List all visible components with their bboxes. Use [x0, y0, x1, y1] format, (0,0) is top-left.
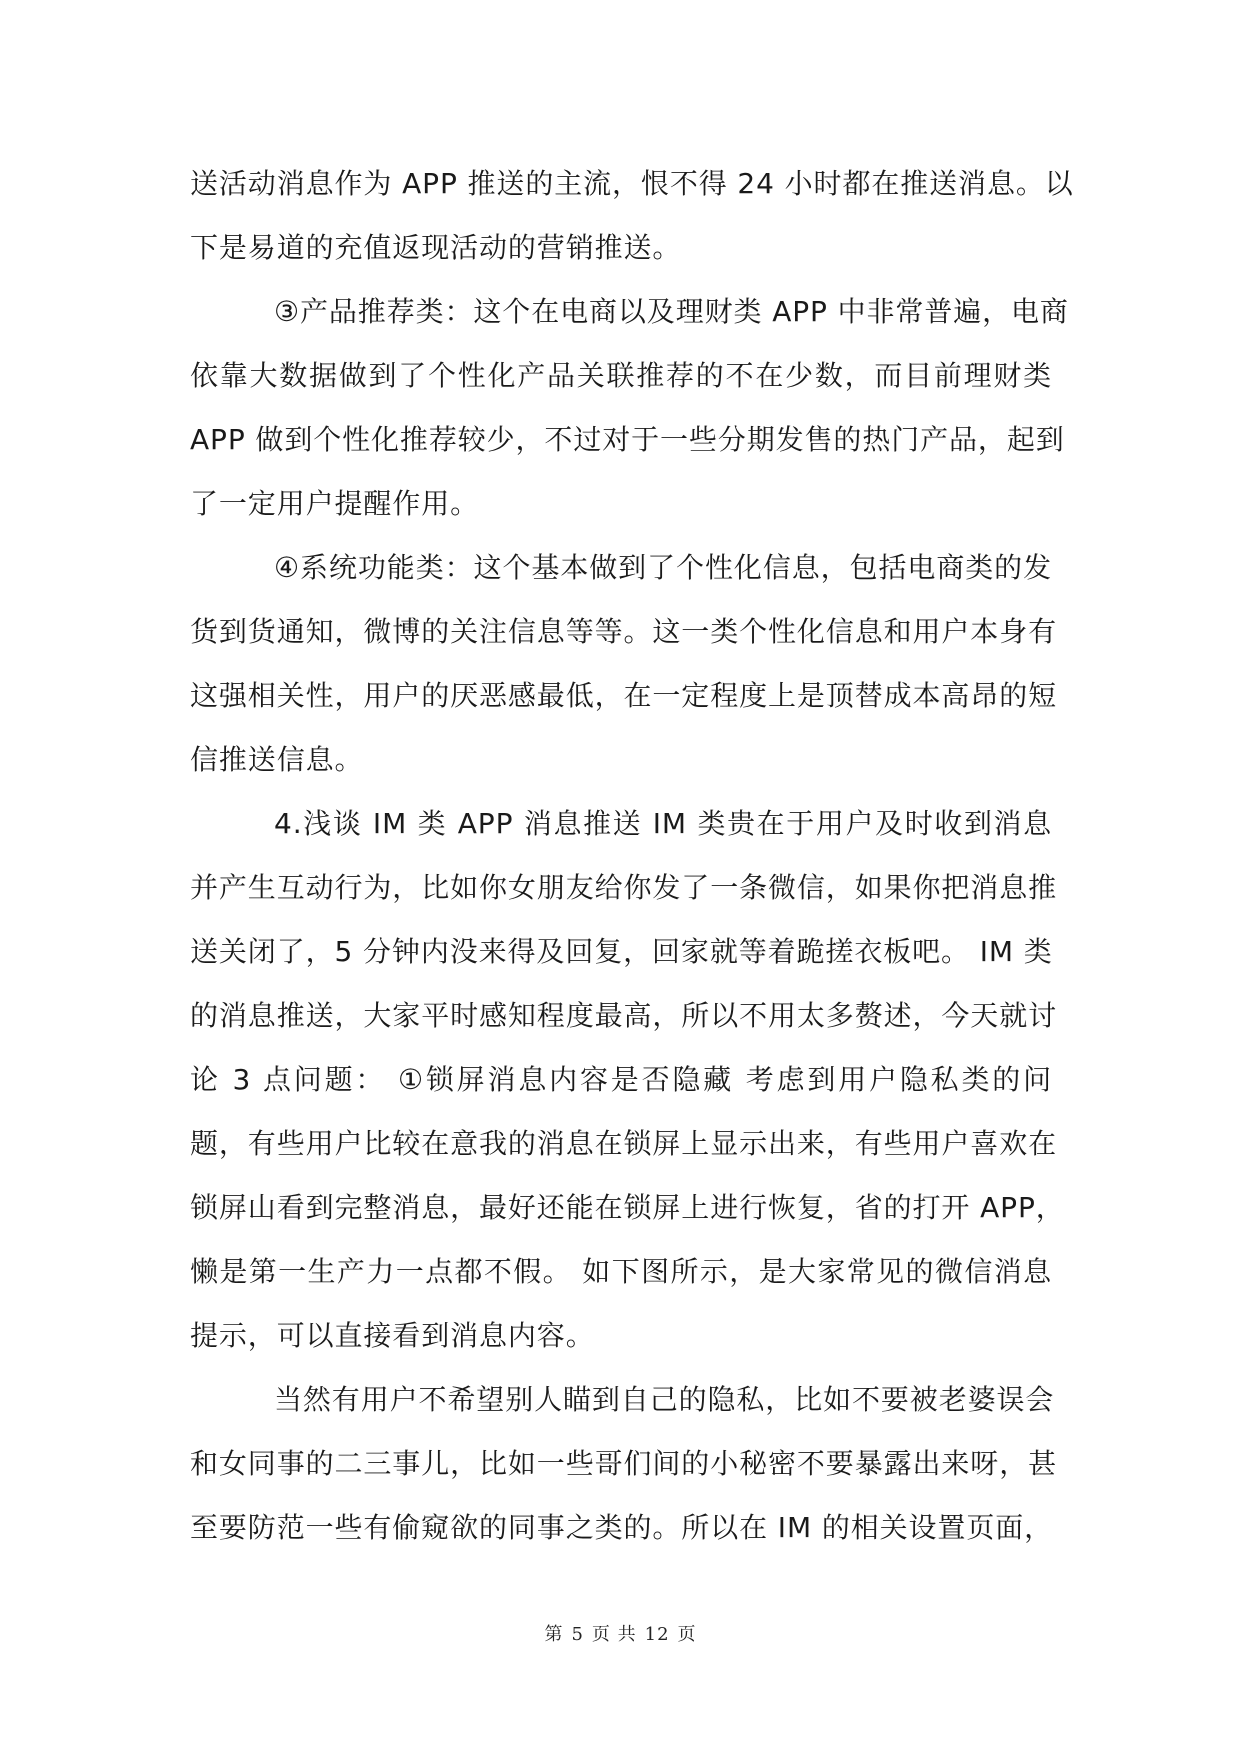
- text-line: 货到货通知，微博的关注信息等等。这一类个性化信息和用户本身有: [190, 615, 1058, 648]
- text-line: ③产品推荐类：这个在电商以及理财类 APP 中非常普遍，电商: [274, 295, 1069, 328]
- paragraph: [190, 792, 1065, 1368]
- text-line: 至要防范一些有偷窥欲的同事之类的。所以在 IM 的相关设置页面，: [190, 1511, 1054, 1544]
- text-line: 并产生互动行为，比如你女朋友给你发了一条微信，如果你把消息推: [190, 871, 1058, 904]
- text-line: 当然有用户不希望别人瞄到自己的隐私，比如不要被老婆误会: [274, 1383, 1055, 1416]
- page-footer: [0, 1620, 1241, 1646]
- paragraph: [190, 536, 1058, 792]
- paragraph: [190, 152, 1074, 280]
- footer-suffix: 页: [677, 1624, 697, 1645]
- footer-prefix: 第: [544, 1624, 564, 1645]
- text-line: 送关闭了，5 分钟内没来得及回复，回家就等着跪搓衣板吧。 IM 类: [190, 935, 1053, 968]
- text-line: ④系统功能类：这个基本做到了个性化信息，包括电商类的发: [274, 551, 1052, 584]
- text-line: 懒是第一生产力一点都不假。 如下图所示，是大家常见的微信消息: [190, 1255, 1052, 1288]
- text-line: 送活动消息作为 APP 推送的主流，恨不得 24 小时都在推送消息。以: [190, 167, 1074, 200]
- text-line: 依靠大数据做到了个性化产品关联推荐的不在少数，而目前理财类: [190, 359, 1052, 392]
- footer-total-pages: 12: [644, 1624, 670, 1645]
- footer-middle: 页 共: [591, 1624, 637, 1645]
- text-line: 题，有些用户比较在意我的消息在锁屏上显示出来，有些用户喜欢在: [190, 1127, 1058, 1160]
- text-line: 信推送信息。: [190, 743, 364, 776]
- footer-current-page: 5: [571, 1624, 584, 1645]
- text-line: 和女同事的二三事儿，比如一些哥们间的小秘密不要暴露出来呀，甚: [190, 1447, 1058, 1480]
- text-line: 了一定用户提醒作用。: [190, 487, 480, 520]
- text-line: 下是易道的充值返现活动的营销推送。: [190, 231, 682, 264]
- text-line: 锁屏山看到完整消息，最好还能在锁屏上进行恢复，省的打开 APP，: [190, 1191, 1065, 1224]
- paragraph: [190, 1368, 1058, 1560]
- document-body: [190, 152, 1074, 1560]
- text-line: 的消息推送，大家平时感知程度最高，所以不用太多赘述，今天就讨: [190, 999, 1058, 1032]
- text-line: 4.浅谈 IM 类 APP 消息推送 IM 类贵在于用户及时收到消息: [274, 807, 1052, 840]
- text-line: 论 3 点问题： ①锁屏消息内容是否隐藏 考虑到用户隐私类的问: [190, 1063, 1052, 1096]
- text-line: 提示，可以直接看到消息内容。: [190, 1319, 595, 1352]
- text-line: APP 做到个性化推荐较少，不过对于一些分期发售的热门产品，起到: [190, 423, 1065, 456]
- text-line: 这强相关性，用户的厌恶感最低，在一定程度上是顶替成本高昂的短: [190, 679, 1058, 712]
- paragraph: [190, 280, 1069, 536]
